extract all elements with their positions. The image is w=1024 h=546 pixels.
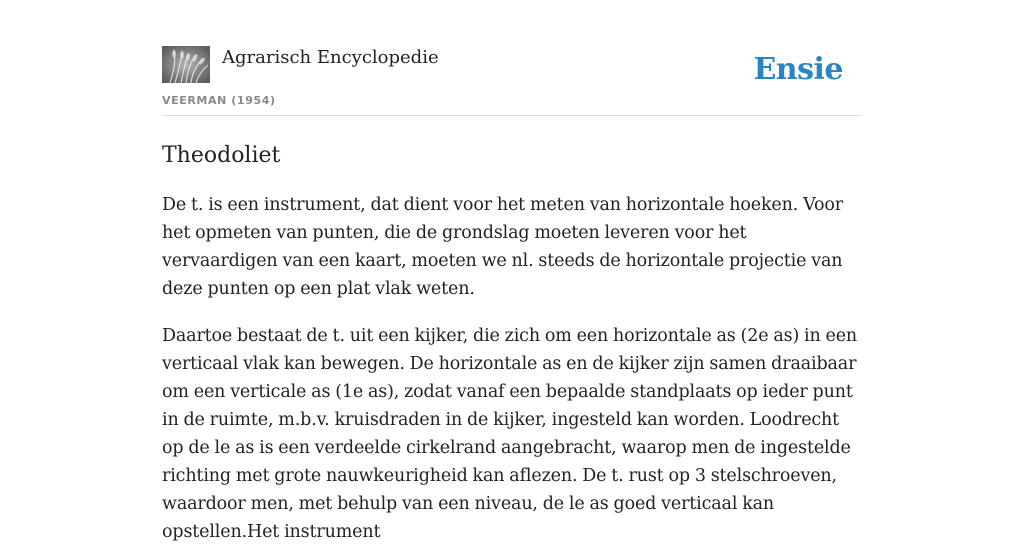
- wheat-thumbnail-icon[interactable]: [162, 46, 210, 83]
- paragraph-2: Daartoe bestaat de t. uit een kijker, die zich om een horizontale as (2e as) in een verticaal vlak kan bewegen. De horizontale as en de kijker zijn samen draaibaar om een verticale as (1e as), zodat vanaf een bepaalde standplaats op ieder punt in de ruimte, m.b.v. kruisdraden in de kijker, ingesteld kan worden. Loodrecht op de le as is een verdeelde cirkelrand aangebracht, waarop men de ingestelde richting met grote nauwkeurigheid kan aflezen. De t. rust op 3 stelschroeven, waardoor men, met behulp van een niveau, de le as goed verticaal kan opstellen.Het instrument: [162, 326, 858, 542]
- publication-title[interactable]: Agrarisch Encyclopedie: [222, 47, 439, 68]
- ensie-logo[interactable]: Ensie: [753, 52, 843, 87]
- entry-header: [162, 46, 862, 116]
- author-line: VEERMAN (1954): [162, 94, 276, 107]
- paragraph-1: De t. is een instrument, dat dient voor het meten van horizontale hoeken. Voor het opmeten van punten, die de grondslag moeten leveren voor het vervaardigen van een kaart, moeten we nl. steeds de horizontale projectie van deze punten op een plat vlak weten.: [162, 195, 843, 299]
- entry-title: Theodoliet: [162, 143, 281, 168]
- page: [162, 0, 862, 546]
